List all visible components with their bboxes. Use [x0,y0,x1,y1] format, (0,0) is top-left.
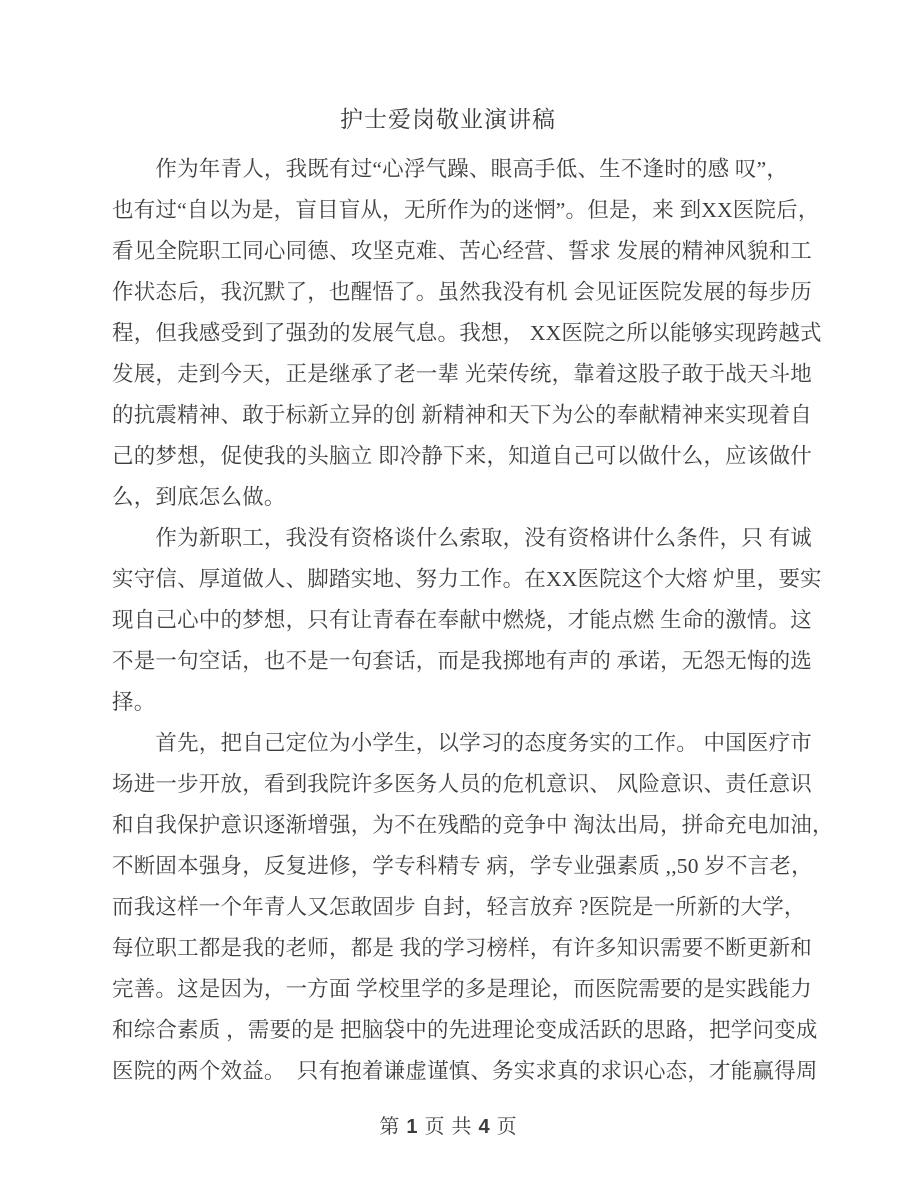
text-line: 不是一句空话，也不是一句套话，而是我掷地有声的 承诺，无怨无悔的选 [112,649,812,673]
page-footer [110,1110,786,1139]
text-line: 不断固本强身，反复进修，学专科精专 病，学专业强素质 ,,50 岁不言老， [112,854,813,878]
text-line: 场进一步开放，看到我院许多医务人员的危机意识、 风险意识、责任意识 [112,772,812,796]
text-line: 实守信、厚道做人、脚踏实地、努力工作。在XX医院这个大熔 炉里，要实 [112,567,822,591]
text-line: 发展，走到今天，正是继承了老一辈 光荣传统，靠着这股子敢于战天斗地 [112,362,812,386]
text-line: 作为年青人，我既有过“心浮气躁、眼高手低、生不逢时的感 叹”， [112,157,789,181]
text-line: 医院的两个效益。 只有抱着谦虚谨慎、务实求真的求识心态，才能赢得周 [112,1059,818,1083]
text-line: 首先，把自己定位为小学生，以学习的态度务实的工作。 中国医疗市 [112,731,812,755]
text-line: 现自己心中的梦想，只有让青春在奉献中燃烧，才能点燃 生命的激情。这 [112,608,812,632]
text-line: 每位职工都是我的老师，都是 我的学习榜样，有许多知识需要不断更新和 [112,936,812,960]
text-line: 而我这样一个年青人又怎敢固步 自封，轻言放弃 ?医院是一所新的大学， [112,895,806,919]
document-title: 护士爱岗敬业演讲稿 [340,107,556,132]
text-line: 看见全院职工同心同德、攻坚克难、苦心经营、誓求 发展的精神风貌和工 [112,239,812,263]
text-line: 作为新职工，我没有资格谈什么索取，没有资格讲什么条件，只 有诚 [112,526,812,550]
footer-of-label: 共 [451,1116,472,1138]
text-line: 的抗震精神、敢于标新立异的创 新精神和天下为公的奉献精神来实现着自 [112,403,812,427]
paragraph-3 [112,723,872,1092]
text-line: 完善。这是因为，一方面 学校里学的多是理论，而医院需要的是实践能力 [112,977,812,1001]
footer-total-pages-number: 4 [478,1116,490,1138]
text-line: 己的梦想，促使我的头脑立 即冷静下来，知道自己可以做什么，应该做什 [112,444,812,468]
text-line: 择。 [112,690,156,714]
document-body [112,149,872,1092]
text-line: 和自我保护意识逐渐增强，为不在残酷的竞争中 淘汰出局，拼命充电加油， [112,813,834,837]
text-line: 程，但我感受到了强劲的发展气息。我想， XX医院之所以能够实现跨越式 [112,321,822,345]
footer-prefix-label: 第 [379,1116,400,1138]
text-line: 作状态后，我沉默了，也醒悟了。虽然我没有机 会见证医院发展的每步历 [112,280,812,304]
text-line: 和综合素质 ，需要的是 把脑袋中的先进理论变成活跃的思路，把学问变成 [112,1018,818,1042]
text-line: 也有过“自以为是，盲目盲从，无所作为的迷惘”。但是，来 到XX医院后， [112,198,820,222]
footer-page-label-2: 页 [496,1116,517,1138]
paragraph-1 [112,149,872,518]
text-line: 么，到底怎么做。 [112,485,286,509]
paragraph-2 [112,518,872,723]
footer-page-label: 页 [424,1116,445,1138]
footer-current-page-number: 1 [406,1116,418,1138]
